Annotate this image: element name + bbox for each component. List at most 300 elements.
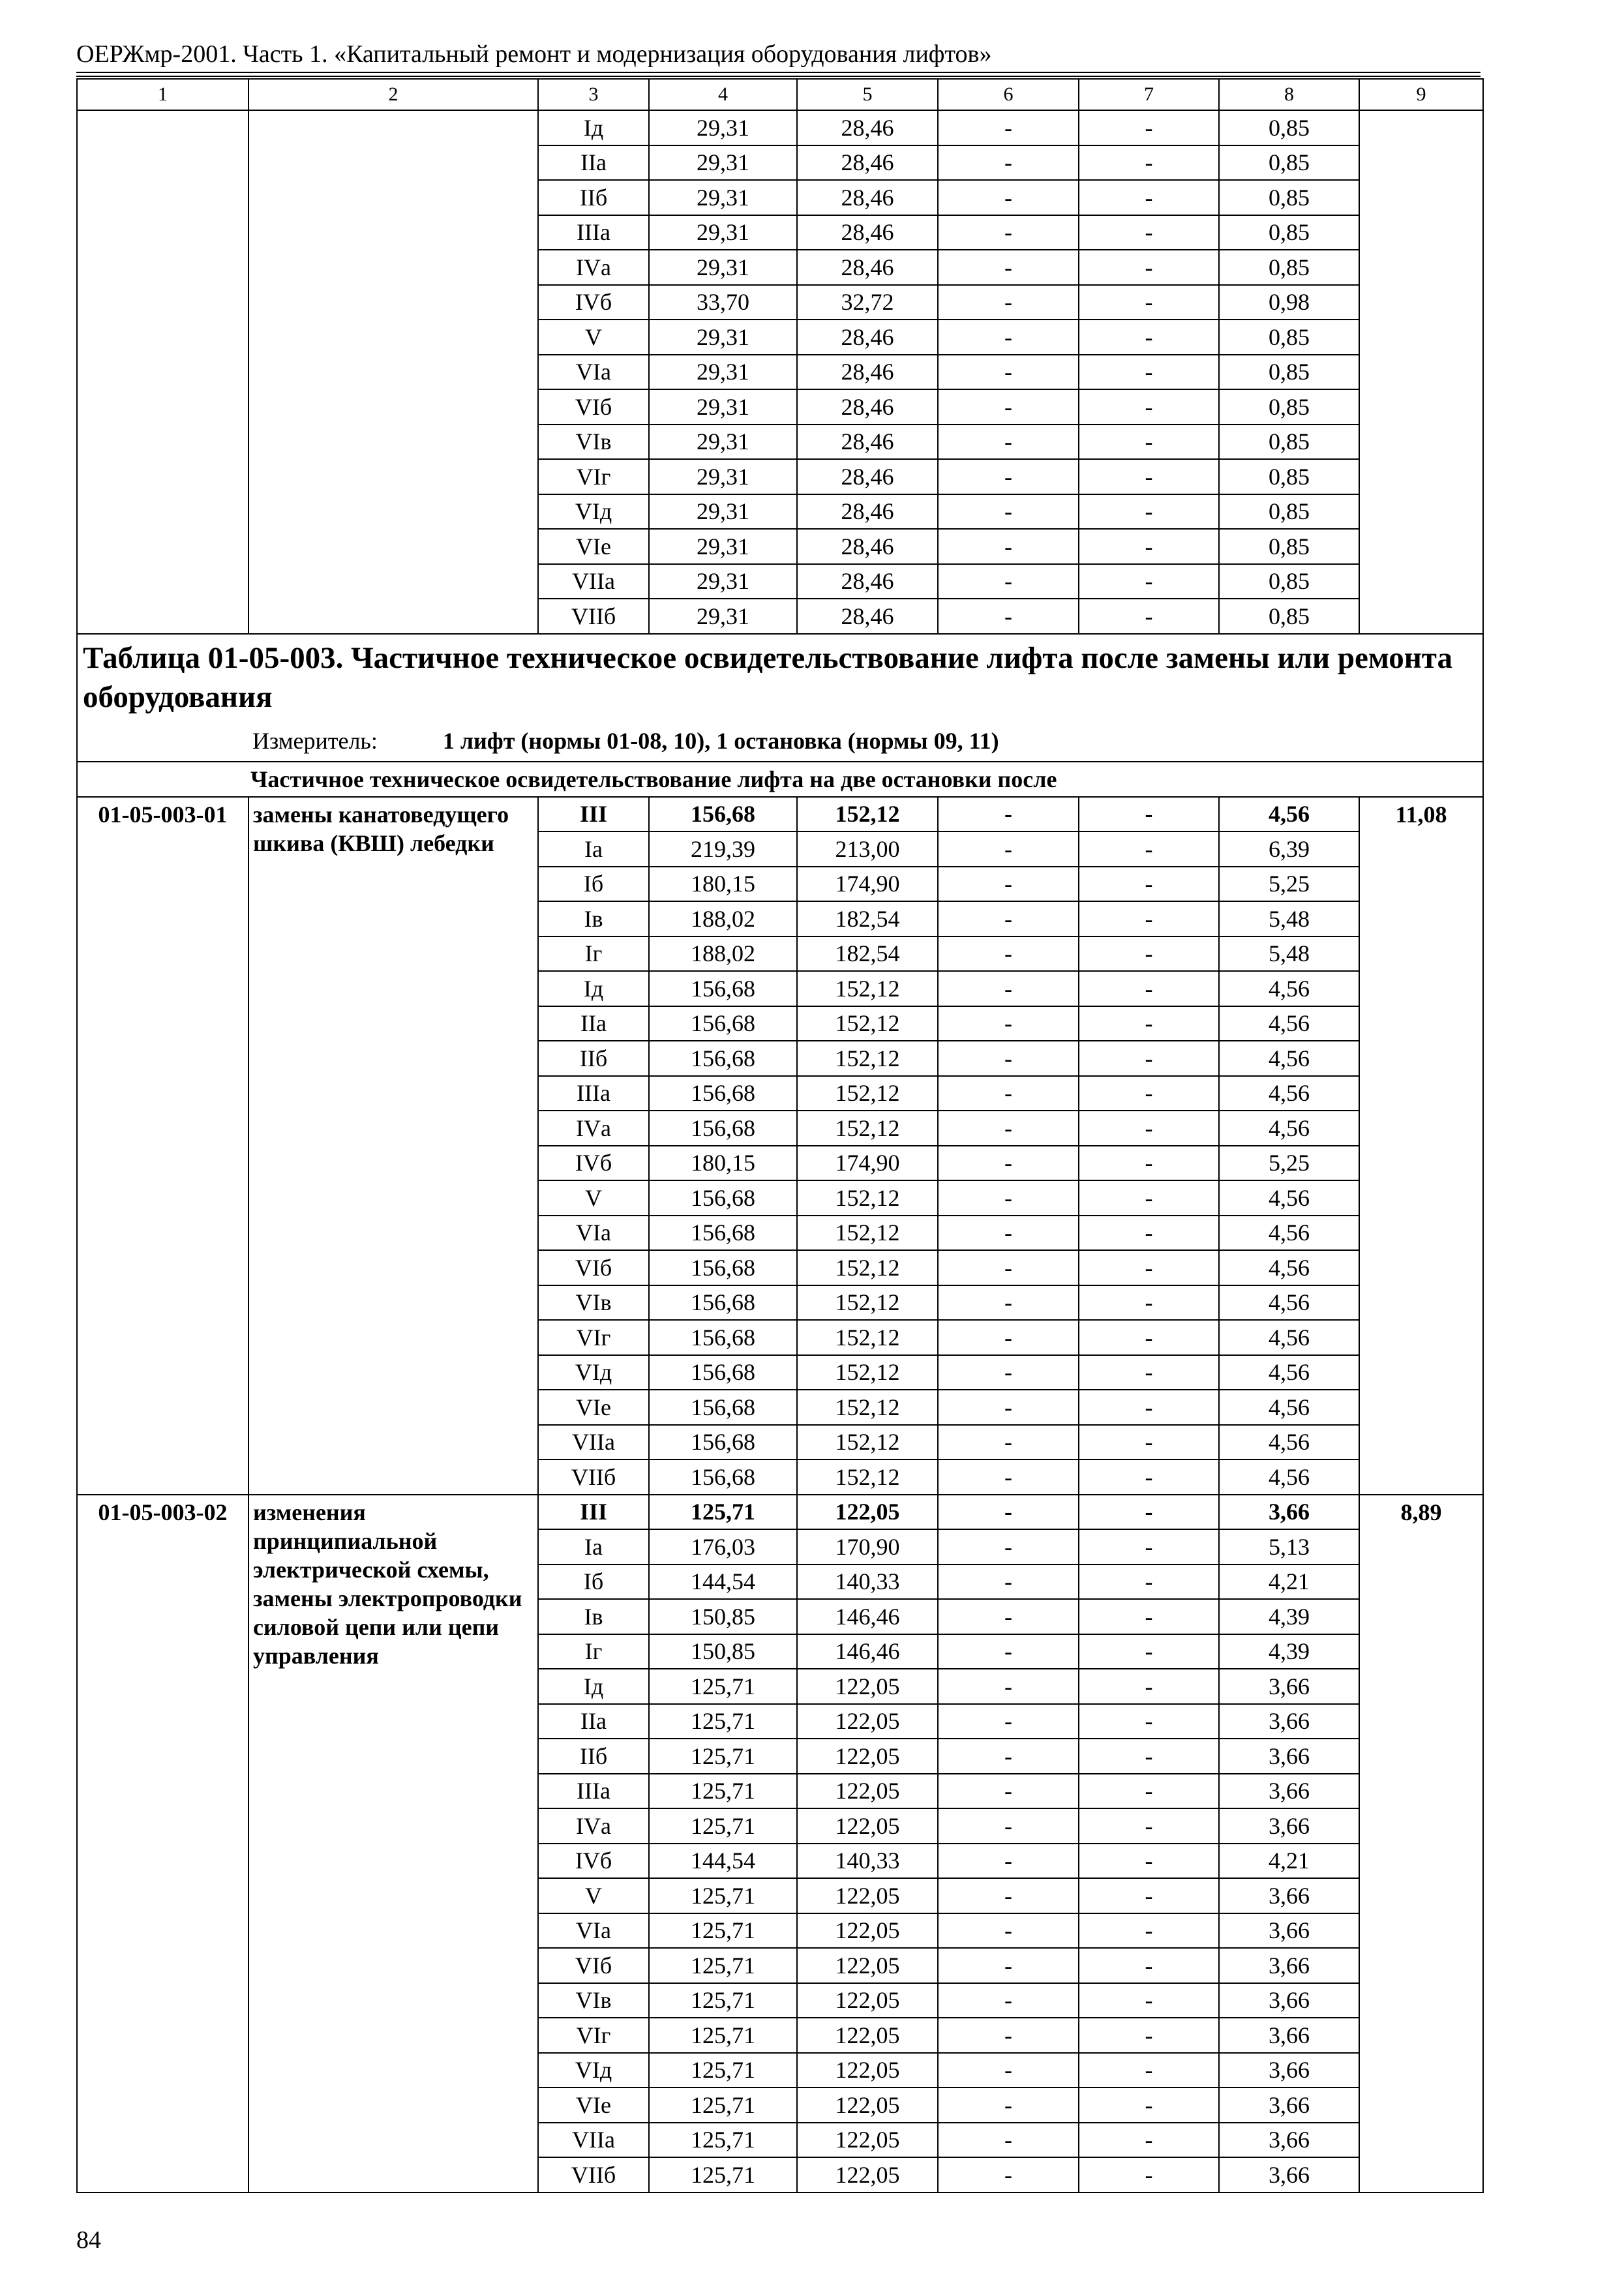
direct-costs-cell: 150,85	[649, 1599, 797, 1634]
direct-costs-cell: 125,71	[649, 1948, 797, 1983]
labor-wages-cell: 28,46	[797, 599, 938, 634]
labor-wages-cell: 122,05	[797, 1704, 938, 1739]
class-cell: VIб	[538, 1250, 649, 1285]
column-number: 5	[797, 79, 938, 110]
class-cell: Iд	[538, 110, 649, 145]
machinist-wages-cell: -	[1079, 797, 1219, 832]
materials-cell: 3,66	[1219, 1913, 1359, 1949]
class-cell: VIа	[538, 355, 649, 390]
labor-wages-cell: 140,33	[797, 1564, 938, 1600]
code-cell-empty	[77, 110, 248, 634]
labor-wages-cell: 152,12	[797, 971, 938, 1006]
class-cell: IVб	[538, 1146, 649, 1181]
materials-cell: 4,56	[1219, 1425, 1359, 1460]
materials-cell: 0,85	[1219, 250, 1359, 285]
class-cell: IIб	[538, 1041, 649, 1076]
norms-table-body	[77, 79, 1483, 2192]
class-cell: Iа	[538, 831, 649, 867]
header-rule-second	[76, 76, 1481, 77]
machines-cell: -	[938, 180, 1079, 215]
direct-costs-cell: 156,68	[649, 1111, 797, 1146]
machines-cell: -	[938, 2087, 1079, 2123]
direct-costs-cell: 125,71	[649, 2087, 797, 2123]
direct-costs-cell: 156,68	[649, 1285, 797, 1321]
machines-cell: -	[938, 1216, 1079, 1251]
materials-cell: 3,66	[1219, 2157, 1359, 2192]
machines-cell: -	[938, 1146, 1079, 1181]
labor-wages-cell: 152,12	[797, 1355, 938, 1390]
labor-wages-cell: 28,46	[797, 250, 938, 285]
materials-cell: 4,56	[1219, 1459, 1359, 1495]
machinist-wages-cell: -	[1079, 831, 1219, 867]
column-number: 2	[248, 79, 538, 110]
machinist-wages-cell: -	[1079, 110, 1219, 145]
class-cell: IVб	[538, 1844, 649, 1879]
labor-wages-cell: 32,72	[797, 285, 938, 320]
labor-wages-cell: 122,05	[797, 2087, 938, 2123]
direct-costs-cell: 125,71	[649, 1669, 797, 1704]
materials-cell: 3,66	[1219, 1808, 1359, 1844]
labor-wages-cell: 28,46	[797, 564, 938, 599]
class-cell: VIIа	[538, 1425, 649, 1460]
labor-wages-cell: 152,12	[797, 1250, 938, 1285]
class-cell: V	[538, 1878, 649, 1913]
materials-cell: 4,56	[1219, 1355, 1359, 1390]
machines-cell: -	[938, 797, 1079, 832]
materials-cell: 4,56	[1219, 1250, 1359, 1285]
machines-cell: -	[938, 1425, 1079, 1460]
labor-wages-cell: 28,46	[797, 389, 938, 425]
labor-wages-cell: 152,12	[797, 1425, 938, 1460]
direct-costs-cell: 156,68	[649, 1041, 797, 1076]
column-number-row	[77, 79, 1483, 110]
direct-costs-cell: 156,68	[649, 1390, 797, 1425]
class-cell: Iб	[538, 867, 649, 902]
direct-costs-cell: 156,68	[649, 797, 797, 832]
class-cell: IVа	[538, 250, 649, 285]
class-cell: VIг	[538, 459, 649, 494]
class-cell: Iв	[538, 1599, 649, 1634]
column-number: 1	[77, 79, 248, 110]
class-cell: VIг	[538, 1320, 649, 1355]
machines-cell: -	[938, 494, 1079, 530]
labor-wages-cell: 28,46	[797, 425, 938, 460]
materials-cell: 0,85	[1219, 494, 1359, 530]
machinist-wages-cell: -	[1079, 867, 1219, 902]
section-heading: Частичное техническое освидетельствование лифта на две остановки после	[77, 762, 1483, 797]
machinist-wages-cell: -	[1079, 1704, 1219, 1739]
machines-cell: -	[938, 1495, 1079, 1530]
labor-wages-cell: 28,46	[797, 145, 938, 181]
machines-cell: -	[938, 1390, 1079, 1425]
column-number: 4	[649, 79, 797, 110]
machinist-wages-cell: -	[1079, 2123, 1219, 2158]
norm-total: 8,89	[1359, 1495, 1483, 2192]
materials-cell: 0,85	[1219, 599, 1359, 634]
class-cell: Iб	[538, 1564, 649, 1600]
direct-costs-cell: 125,71	[649, 1808, 797, 1844]
materials-cell: 5,48	[1219, 936, 1359, 972]
table-title: Таблица 01-05-003. Частичное техническое освидетельствование лифта после замены или ремонта оборудования	[83, 640, 1452, 714]
machinist-wages-cell: -	[1079, 215, 1219, 250]
direct-costs-cell: 29,31	[649, 355, 797, 390]
machines-cell: -	[938, 2018, 1079, 2053]
materials-cell: 3,66	[1219, 1774, 1359, 1809]
class-cell: VIд	[538, 2053, 649, 2088]
machinist-wages-cell: -	[1079, 529, 1219, 564]
direct-costs-cell: 156,68	[649, 1216, 797, 1251]
machinist-wages-cell: -	[1079, 1285, 1219, 1321]
machines-cell: -	[938, 1599, 1079, 1634]
materials-cell: 3,66	[1219, 1669, 1359, 1704]
class-cell: IIIа	[538, 1774, 649, 1809]
machinist-wages-cell: -	[1079, 599, 1219, 634]
machinist-wages-cell: -	[1079, 1564, 1219, 1600]
materials-cell: 4,56	[1219, 1180, 1359, 1216]
class-cell: VIIб	[538, 1459, 649, 1495]
norms-table	[76, 78, 1484, 2193]
materials-cell: 4,56	[1219, 1320, 1359, 1355]
class-cell: V	[538, 320, 649, 355]
machinist-wages-cell: -	[1079, 1983, 1219, 2018]
direct-costs-cell: 29,31	[649, 599, 797, 634]
labor-wages-cell: 152,12	[797, 1216, 938, 1251]
machinist-wages-cell: -	[1079, 145, 1219, 181]
materials-cell: 4,56	[1219, 1390, 1359, 1425]
machinist-wages-cell: -	[1079, 355, 1219, 390]
machines-cell: -	[938, 1983, 1079, 2018]
machines-cell: -	[938, 1320, 1079, 1355]
direct-costs-cell: 125,71	[649, 1983, 797, 2018]
labor-wages-cell: 182,54	[797, 936, 938, 972]
materials-cell: 3,66	[1219, 2087, 1359, 2123]
labor-wages-cell: 28,46	[797, 110, 938, 145]
description-cell-empty	[248, 110, 538, 634]
materials-cell: 5,25	[1219, 1146, 1359, 1181]
direct-costs-cell: 33,70	[649, 285, 797, 320]
machinist-wages-cell: -	[1079, 2018, 1219, 2053]
direct-costs-cell: 29,31	[649, 320, 797, 355]
labor-wages-cell: 122,05	[797, 2123, 938, 2158]
materials-cell: 4,21	[1219, 1844, 1359, 1879]
machinist-wages-cell: -	[1079, 1146, 1219, 1181]
materials-cell: 3,66	[1219, 2053, 1359, 2088]
machines-cell: -	[938, 1844, 1079, 1879]
materials-cell: 6,39	[1219, 831, 1359, 867]
machinist-wages-cell: -	[1079, 459, 1219, 494]
direct-costs-cell: 29,31	[649, 564, 797, 599]
direct-costs-cell: 125,71	[649, 1774, 797, 1809]
labor-wages-cell: 122,05	[797, 2018, 938, 2053]
machinist-wages-cell: -	[1079, 1425, 1219, 1460]
machines-cell: -	[938, 1529, 1079, 1564]
materials-cell: 4,56	[1219, 1111, 1359, 1146]
machines-cell: -	[938, 285, 1079, 320]
direct-costs-cell: 180,15	[649, 1146, 797, 1181]
class-cell: V	[538, 1180, 649, 1216]
norm-description: замены канатоведущего шкива (КВШ) лебедки	[248, 797, 538, 1495]
class-cell: VIе	[538, 529, 649, 564]
machines-cell: -	[938, 564, 1079, 599]
class-cell: VIIб	[538, 599, 649, 634]
labor-wages-cell: 122,05	[797, 1495, 938, 1530]
class-cell: III	[538, 797, 649, 832]
materials-cell: 3,66	[1219, 1495, 1359, 1530]
machines-cell: -	[938, 215, 1079, 250]
labor-wages-cell: 122,05	[797, 2053, 938, 2088]
class-cell: VIа	[538, 1216, 649, 1251]
machinist-wages-cell: -	[1079, 1529, 1219, 1564]
machines-cell: -	[938, 1634, 1079, 1669]
direct-costs-cell: 29,31	[649, 459, 797, 494]
class-cell: IIа	[538, 1704, 649, 1739]
class-cell: Iг	[538, 936, 649, 972]
direct-costs-cell: 29,31	[649, 529, 797, 564]
machinist-wages-cell: -	[1079, 285, 1219, 320]
table-row	[77, 797, 1483, 832]
labor-wages-cell: 174,90	[797, 1146, 938, 1181]
labor-wages-cell: 174,90	[797, 867, 938, 902]
machinist-wages-cell: -	[1079, 1948, 1219, 1983]
materials-cell: 3,66	[1219, 2018, 1359, 2053]
machinist-wages-cell: -	[1079, 1180, 1219, 1216]
labor-wages-cell: 146,46	[797, 1599, 938, 1634]
direct-costs-cell: 125,71	[649, 2053, 797, 2088]
materials-cell: 0,85	[1219, 425, 1359, 460]
machines-cell: -	[938, 1111, 1079, 1146]
column-number: 6	[938, 79, 1079, 110]
machines-cell: -	[938, 867, 1079, 902]
materials-cell: 4,56	[1219, 1285, 1359, 1321]
direct-costs-cell: 176,03	[649, 1529, 797, 1564]
class-cell: VIIа	[538, 2123, 649, 2158]
materials-cell: 0,85	[1219, 110, 1359, 145]
machinist-wages-cell: -	[1079, 1459, 1219, 1495]
machinist-wages-cell: -	[1079, 971, 1219, 1006]
labor-wages-cell: 28,46	[797, 529, 938, 564]
labor-wages-cell: 152,12	[797, 1285, 938, 1321]
machinist-wages-cell: -	[1079, 1739, 1219, 1774]
machines-cell: -	[938, 1459, 1079, 1495]
labor-wages-cell: 122,05	[797, 1948, 938, 1983]
machinist-wages-cell: -	[1079, 1320, 1219, 1355]
machines-cell: -	[938, 425, 1079, 460]
norm-code: 01-05-003-01	[77, 797, 248, 1495]
materials-cell: 0,85	[1219, 215, 1359, 250]
machines-cell: -	[938, 599, 1079, 634]
machinist-wages-cell: -	[1079, 1878, 1219, 1913]
direct-costs-cell: 150,85	[649, 1634, 797, 1669]
class-cell: VIг	[538, 2018, 649, 2053]
materials-cell: 3,66	[1219, 1878, 1359, 1913]
labor-wages-cell: 28,46	[797, 215, 938, 250]
direct-costs-cell: 125,71	[649, 1878, 797, 1913]
machinist-wages-cell: -	[1079, 1006, 1219, 1041]
direct-costs-cell: 29,31	[649, 494, 797, 530]
direct-costs-cell: 180,15	[649, 867, 797, 902]
machinist-wages-cell: -	[1079, 2087, 1219, 2123]
materials-cell: 0,85	[1219, 145, 1359, 181]
labor-wages-cell: 122,05	[797, 2157, 938, 2192]
machines-cell: -	[938, 1948, 1079, 1983]
materials-cell: 3,66	[1219, 1739, 1359, 1774]
norm-code: 01-05-003-02	[77, 1495, 248, 2192]
labor-wages-cell: 122,05	[797, 1669, 938, 1704]
class-cell: VIе	[538, 2087, 649, 2123]
direct-costs-cell: 29,31	[649, 180, 797, 215]
labor-wages-cell: 140,33	[797, 1844, 938, 1879]
materials-cell: 5,25	[1219, 867, 1359, 902]
labor-wages-cell: 122,05	[797, 1983, 938, 2018]
class-cell: VIд	[538, 494, 649, 530]
class-cell: Iд	[538, 1669, 649, 1704]
machinist-wages-cell: -	[1079, 901, 1219, 936]
machinist-wages-cell: -	[1079, 1390, 1219, 1425]
class-cell: VIб	[538, 1948, 649, 1983]
machinist-wages-cell: -	[1079, 1250, 1219, 1285]
labor-wages-cell: 122,05	[797, 1739, 938, 1774]
materials-cell: 3,66	[1219, 1983, 1359, 2018]
direct-costs-cell: 219,39	[649, 831, 797, 867]
materials-cell: 5,13	[1219, 1529, 1359, 1564]
class-cell: VIIб	[538, 2157, 649, 2192]
machines-cell: -	[938, 110, 1079, 145]
materials-cell: 4,56	[1219, 971, 1359, 1006]
norm-description: изменения принципиальной электрической схемы, замены электропроводки силовой цепи или цепи управления	[248, 1495, 538, 2192]
class-cell: VIб	[538, 389, 649, 425]
materials-cell: 0,85	[1219, 320, 1359, 355]
materials-cell: 3,66	[1219, 1948, 1359, 1983]
materials-cell: 0,85	[1219, 529, 1359, 564]
class-cell: IIIа	[538, 215, 649, 250]
direct-costs-cell: 125,71	[649, 1739, 797, 1774]
materials-cell: 4,56	[1219, 1041, 1359, 1076]
class-cell: IIб	[538, 1739, 649, 1774]
materials-cell: 4,56	[1219, 1076, 1359, 1111]
labor-wages-cell: 122,05	[797, 1913, 938, 1949]
labor-wages-cell: 170,90	[797, 1529, 938, 1564]
direct-costs-cell: 29,31	[649, 215, 797, 250]
machines-cell: -	[938, 1006, 1079, 1041]
labor-wages-cell: 213,00	[797, 831, 938, 867]
class-cell: Iд	[538, 971, 649, 1006]
measurement-unit	[83, 717, 1477, 761]
table-row	[77, 1495, 1483, 1530]
direct-costs-cell: 144,54	[649, 1844, 797, 1879]
header-rule	[76, 72, 1481, 73]
direct-costs-cell: 29,31	[649, 425, 797, 460]
machines-cell: -	[938, 1739, 1079, 1774]
labor-wages-cell: 28,46	[797, 355, 938, 390]
class-cell: IVб	[538, 285, 649, 320]
direct-costs-cell: 29,31	[649, 389, 797, 425]
direct-costs-cell: 29,31	[649, 250, 797, 285]
machinist-wages-cell: -	[1079, 180, 1219, 215]
machinist-wages-cell: -	[1079, 320, 1219, 355]
materials-cell: 4,39	[1219, 1634, 1359, 1669]
materials-cell: 0,85	[1219, 355, 1359, 390]
direct-costs-cell: 125,71	[649, 1913, 797, 1949]
labor-wages-cell: 152,12	[797, 1006, 938, 1041]
labor-wages-cell: 28,46	[797, 320, 938, 355]
machinist-wages-cell: -	[1079, 1844, 1219, 1879]
machines-cell: -	[938, 1285, 1079, 1321]
labor-wages-cell: 152,12	[797, 1320, 938, 1355]
measurement-value: 1 лифт (нормы 01-08, 10), 1 остановка (нормы 09, 11)	[442, 727, 999, 754]
machinist-wages-cell: -	[1079, 1808, 1219, 1844]
class-cell: VIе	[538, 1390, 649, 1425]
class-cell: IIб	[538, 180, 649, 215]
labor-wages-cell: 152,12	[797, 1041, 938, 1076]
labor-wages-cell: 182,54	[797, 901, 938, 936]
running-header: ОЕРЖмр-2001. Часть 1. «Капитальный ремонт и модернизация оборудования лифтов»	[76, 40, 992, 68]
direct-costs-cell: 156,68	[649, 971, 797, 1006]
machinist-wages-cell: -	[1079, 494, 1219, 530]
labor-wages-cell: 146,46	[797, 1634, 938, 1669]
column-number: 7	[1079, 79, 1219, 110]
direct-costs-cell: 156,68	[649, 1425, 797, 1460]
materials-cell: 0,85	[1219, 564, 1359, 599]
labor-wages-cell: 152,12	[797, 1390, 938, 1425]
machinist-wages-cell: -	[1079, 936, 1219, 972]
machinist-wages-cell: -	[1079, 1599, 1219, 1634]
machinist-wages-cell: -	[1079, 1041, 1219, 1076]
labor-wages-cell: 152,12	[797, 1111, 938, 1146]
labor-wages-cell: 28,46	[797, 494, 938, 530]
machines-cell: -	[938, 971, 1079, 1006]
section-heading-row	[77, 762, 1483, 797]
class-cell: IIIа	[538, 1076, 649, 1111]
total-cell-empty	[1359, 110, 1483, 634]
direct-costs-cell: 125,71	[649, 2018, 797, 2053]
direct-costs-cell: 125,71	[649, 2157, 797, 2192]
materials-cell: 0,98	[1219, 285, 1359, 320]
machines-cell: -	[938, 2053, 1079, 2088]
labor-wages-cell: 152,12	[797, 1459, 938, 1495]
machines-cell: -	[938, 1076, 1079, 1111]
materials-cell: 4,21	[1219, 1564, 1359, 1600]
machines-cell: -	[938, 389, 1079, 425]
labor-wages-cell: 152,12	[797, 1180, 938, 1216]
table-title-cell	[77, 634, 1483, 762]
materials-cell: 4,56	[1219, 1006, 1359, 1041]
machines-cell: -	[938, 1704, 1079, 1739]
machines-cell: -	[938, 1355, 1079, 1390]
class-cell: VIа	[538, 1913, 649, 1949]
machinist-wages-cell: -	[1079, 564, 1219, 599]
machines-cell: -	[938, 831, 1079, 867]
labor-wages-cell: 28,46	[797, 180, 938, 215]
materials-cell: 3,66	[1219, 2123, 1359, 2158]
machinist-wages-cell: -	[1079, 1913, 1219, 1949]
direct-costs-cell: 156,68	[649, 1006, 797, 1041]
direct-costs-cell: 156,68	[649, 1250, 797, 1285]
machines-cell: -	[938, 1250, 1079, 1285]
machines-cell: -	[938, 1913, 1079, 1949]
column-number: 8	[1219, 79, 1359, 110]
machinist-wages-cell: -	[1079, 1076, 1219, 1111]
machines-cell: -	[938, 459, 1079, 494]
column-number: 3	[538, 79, 649, 110]
direct-costs-cell: 29,31	[649, 110, 797, 145]
machinist-wages-cell: -	[1079, 1111, 1219, 1146]
machinist-wages-cell: -	[1079, 1669, 1219, 1704]
machinist-wages-cell: -	[1079, 389, 1219, 425]
labor-wages-cell: 122,05	[797, 1808, 938, 1844]
direct-costs-cell: 156,68	[649, 1459, 797, 1495]
column-number: 9	[1359, 79, 1483, 110]
machines-cell: -	[938, 1564, 1079, 1600]
